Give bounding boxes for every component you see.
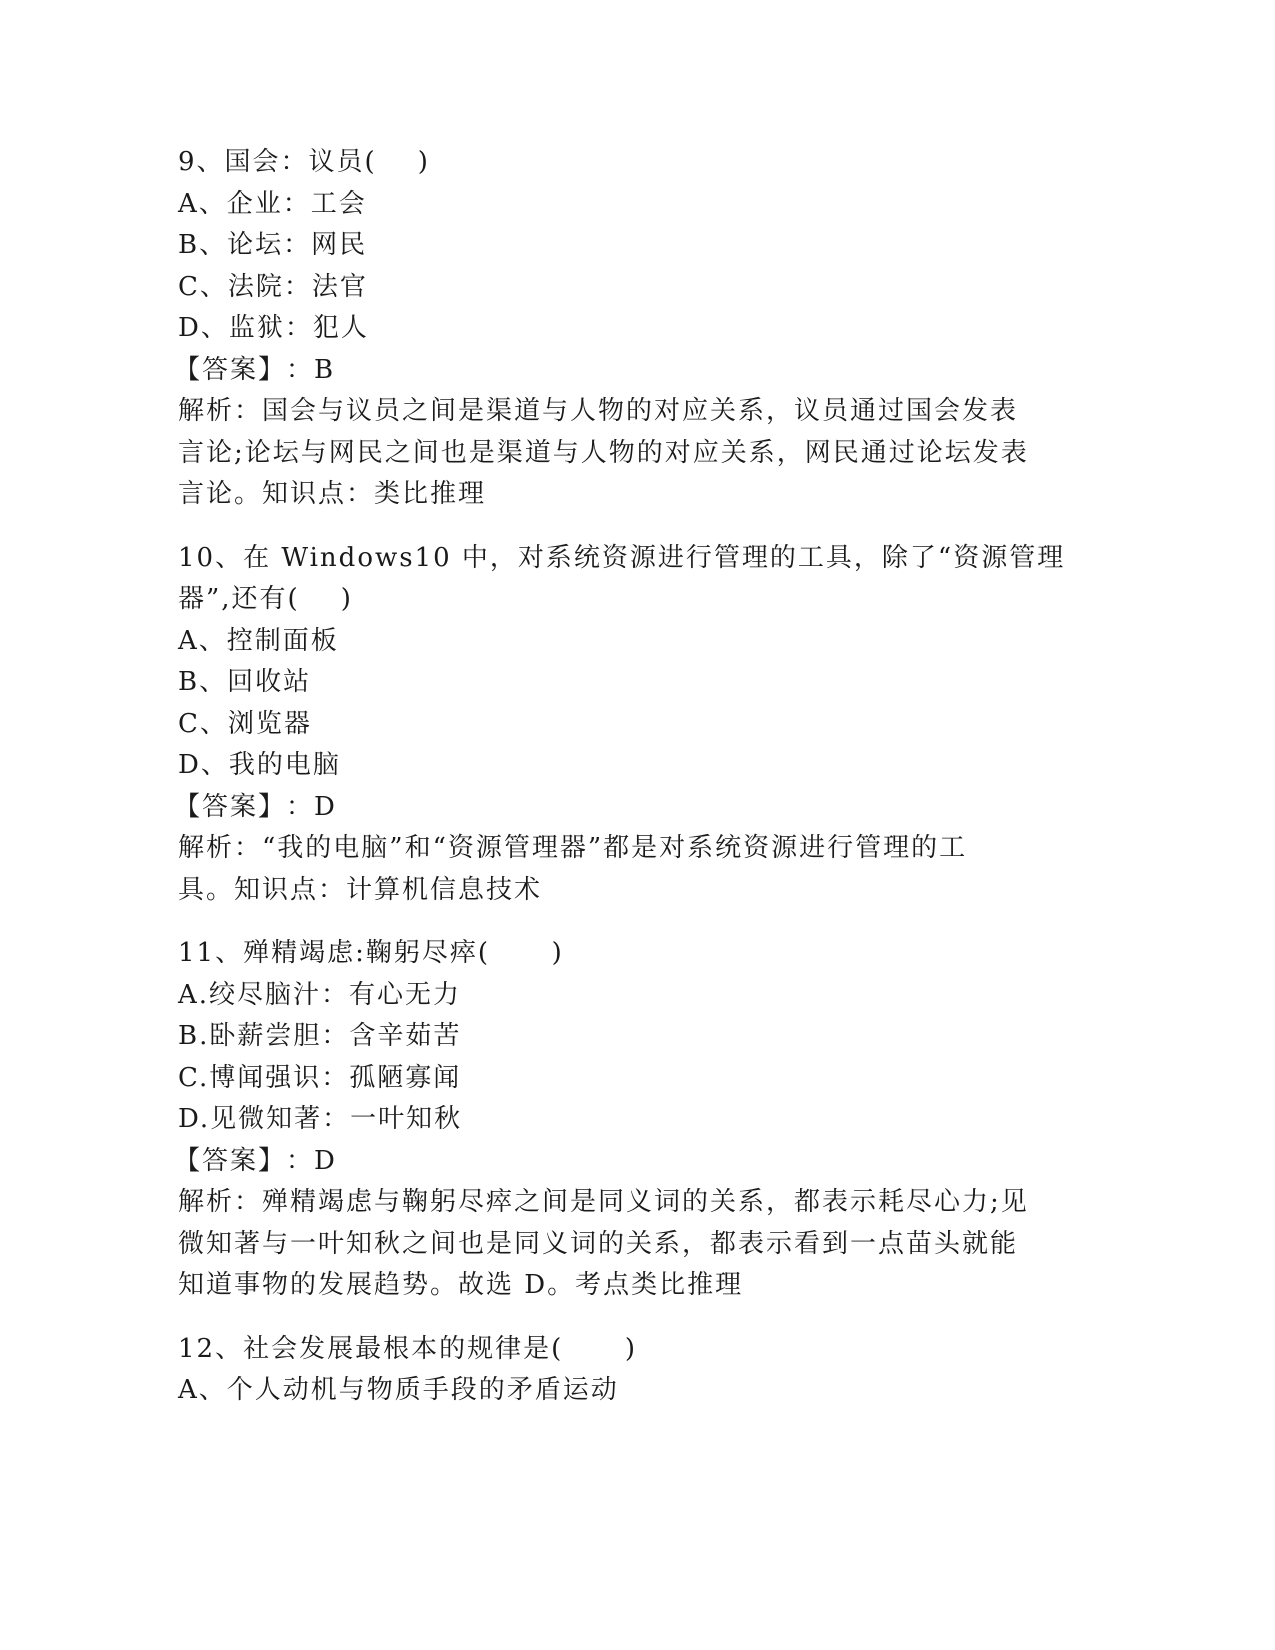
answer-value: ：B bbox=[286, 354, 336, 385]
option-b: B、论坛：网民 bbox=[178, 230, 368, 260]
option-b: B.卧薪尝胆：含辛茹苦 bbox=[178, 1021, 462, 1051]
option-b: B、回收站 bbox=[178, 667, 312, 697]
answer-line bbox=[174, 350, 1078, 392]
question-12 bbox=[178, 1329, 1078, 1412]
question-spacer bbox=[178, 516, 1078, 538]
answer-value: ：D bbox=[286, 1145, 337, 1176]
analysis-line: 解析：国会与议员之间是渠道与人物的对应关系，议员通过国会发表 bbox=[178, 396, 1019, 426]
question-9 bbox=[174, 142, 1078, 516]
question-11 bbox=[174, 933, 1078, 1307]
answer-line bbox=[174, 787, 1078, 829]
question-stem: 9、国会：议员( ) bbox=[178, 147, 430, 177]
question-spacer bbox=[178, 911, 1078, 933]
question-stem: 12、社会发展最根本的规律是( ) bbox=[178, 1333, 637, 1364]
answer-value: ：D bbox=[286, 791, 337, 822]
option-a: A、个人动机与物质手段的矛盾运动 bbox=[178, 1375, 619, 1405]
option-d: D、监狱：犯人 bbox=[178, 313, 369, 343]
question-stem: 11、殚精竭虑:鞠躬尽瘁( ) bbox=[178, 938, 564, 968]
answer-label: 【答案】 bbox=[174, 791, 287, 822]
option-c: C、法院：法官 bbox=[178, 271, 368, 302]
option-c: C、浏览器 bbox=[178, 708, 312, 739]
analysis-line: 言论;论坛与网民之间也是渠道与人物的对应关系，网民通过论坛发表 bbox=[178, 437, 1029, 468]
answer-label: 【答案】 bbox=[174, 1145, 287, 1176]
analysis-line: 言论。知识点：类比推理 bbox=[178, 479, 487, 509]
question-spacer bbox=[178, 1307, 1078, 1329]
document-page bbox=[174, 142, 1078, 1412]
analysis-line: 解析：殚精竭虑与鞠躬尽瘁之间是同义词的关系，都表示耗尽心力;见 bbox=[178, 1187, 1029, 1217]
analysis-line: 解析：“我的电脑”和“资源管理器”都是对系统资源进行管理的工 bbox=[178, 833, 968, 863]
question-stem: 10、在 Windows10 中，对系统资源进行管理的工具，除了“资源管理 bbox=[178, 542, 1066, 573]
analysis-line: 微知著与一叶知秋之间也是同义词的关系，都表示看到一点苗头就能 bbox=[178, 1228, 1019, 1259]
option-d: D.见微知著：一叶知秋 bbox=[178, 1104, 463, 1134]
answer-label: 【答案】 bbox=[174, 354, 287, 385]
question-10 bbox=[174, 538, 1078, 912]
analysis-line: 具。知识点：计算机信息技术 bbox=[178, 874, 543, 905]
option-a: A、企业：工会 bbox=[178, 188, 367, 219]
option-a: A、控制面板 bbox=[178, 625, 339, 656]
option-c: C.博闻强识：孤陋寡闻 bbox=[178, 1062, 462, 1093]
answer-line bbox=[174, 1141, 1078, 1183]
option-d: D、我的电脑 bbox=[178, 750, 341, 780]
question-stem-continued: 器”,还有( ) bbox=[178, 584, 353, 614]
analysis-line: 知道事物的发展趋势。故选 D。考点类比推理 bbox=[178, 1270, 744, 1300]
option-a: A.绞尽脑汁：有心无力 bbox=[178, 979, 462, 1010]
